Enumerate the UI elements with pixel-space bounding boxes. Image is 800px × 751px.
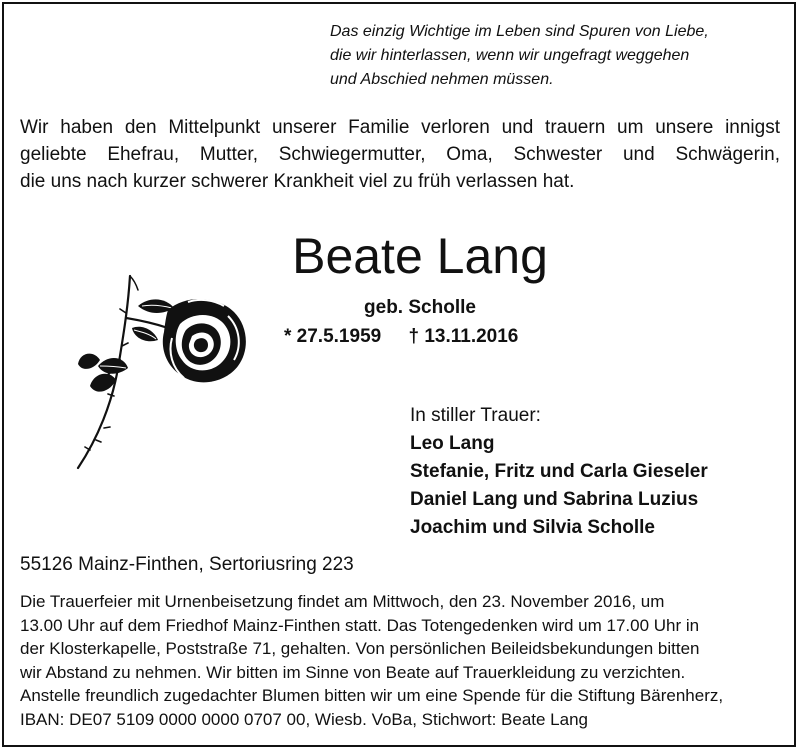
quote-line: Das einzig Wichtige im Leben sind Spuren von Liebe, [330,23,709,40]
mourner-name: Joachim und Silvia Scholle [410,517,655,538]
life-dates [284,324,518,350]
epigraph-quote [330,20,780,92]
birth-name: geb. Scholle [364,297,476,318]
details-line: Anstelle freundlich zugedachter Blumen bitten wir um eine Spende für die Stiftung Bärenherz, [20,686,724,705]
details-line: der Klosterkapelle, Poststraße 71, gehalten. Von persönlichen Beileidsbekundungen bitten [20,639,700,658]
details-line: Die Trauerfeier mit Urnenbeisetzung findet am Mittwoch, den 23. November 2016, um [20,592,665,611]
details-line: wir Abstand zu nehmen. Wir bitten im Sinne von Beate auf Trauerkleidung zu verzichten. [20,662,686,682]
details-line: IBAN: DE07 5109 0000 0000 0707 00, Wiesb. VoBa, Stichwort: Beate Lang [20,709,588,729]
quote-line: die wir hinterlassen, wenn wir ungefragt weggehen [330,47,690,64]
mourner-name: Leo Lang [410,433,495,454]
family-address: 55126 Mainz-Finthen, Sertoriusring 223 [20,554,354,575]
birth-date: * 27.5.1959 [284,326,382,347]
mourner-name: Daniel Lang und Sabrina Luzius [410,489,699,510]
intro-line: geliebte Ehefrau, Mutter, Schwiegermutter, Oma, Schwester und Schwägerin, [20,144,780,165]
intro-line: Wir haben den Mittelpunkt unserer Familie verloren und trauern um unsere innigst [20,117,780,138]
mourner-name: Stefanie, Fritz und Carla Gieseler [410,461,708,482]
intro-line: die uns nach kurzer schwerer Krankheit viel zu früh verlassen hat. [20,171,575,192]
deceased-name: Beate Lang [292,228,548,284]
details-line: 13.00 Uhr auf dem Friedhof Mainz-Finthen statt. Das Totengedenken wird um 17.00 Uhr in [20,615,700,635]
mourners-label: In stiller Trauer: [410,405,541,426]
funeral-details [20,590,780,731]
rose-icon [68,268,258,473]
intro-paragraph [20,114,780,195]
death-date: † 13.11.2016 [408,326,519,347]
mourners-list [410,402,708,542]
quote-line: und Abschied nehmen müssen. [330,71,554,88]
